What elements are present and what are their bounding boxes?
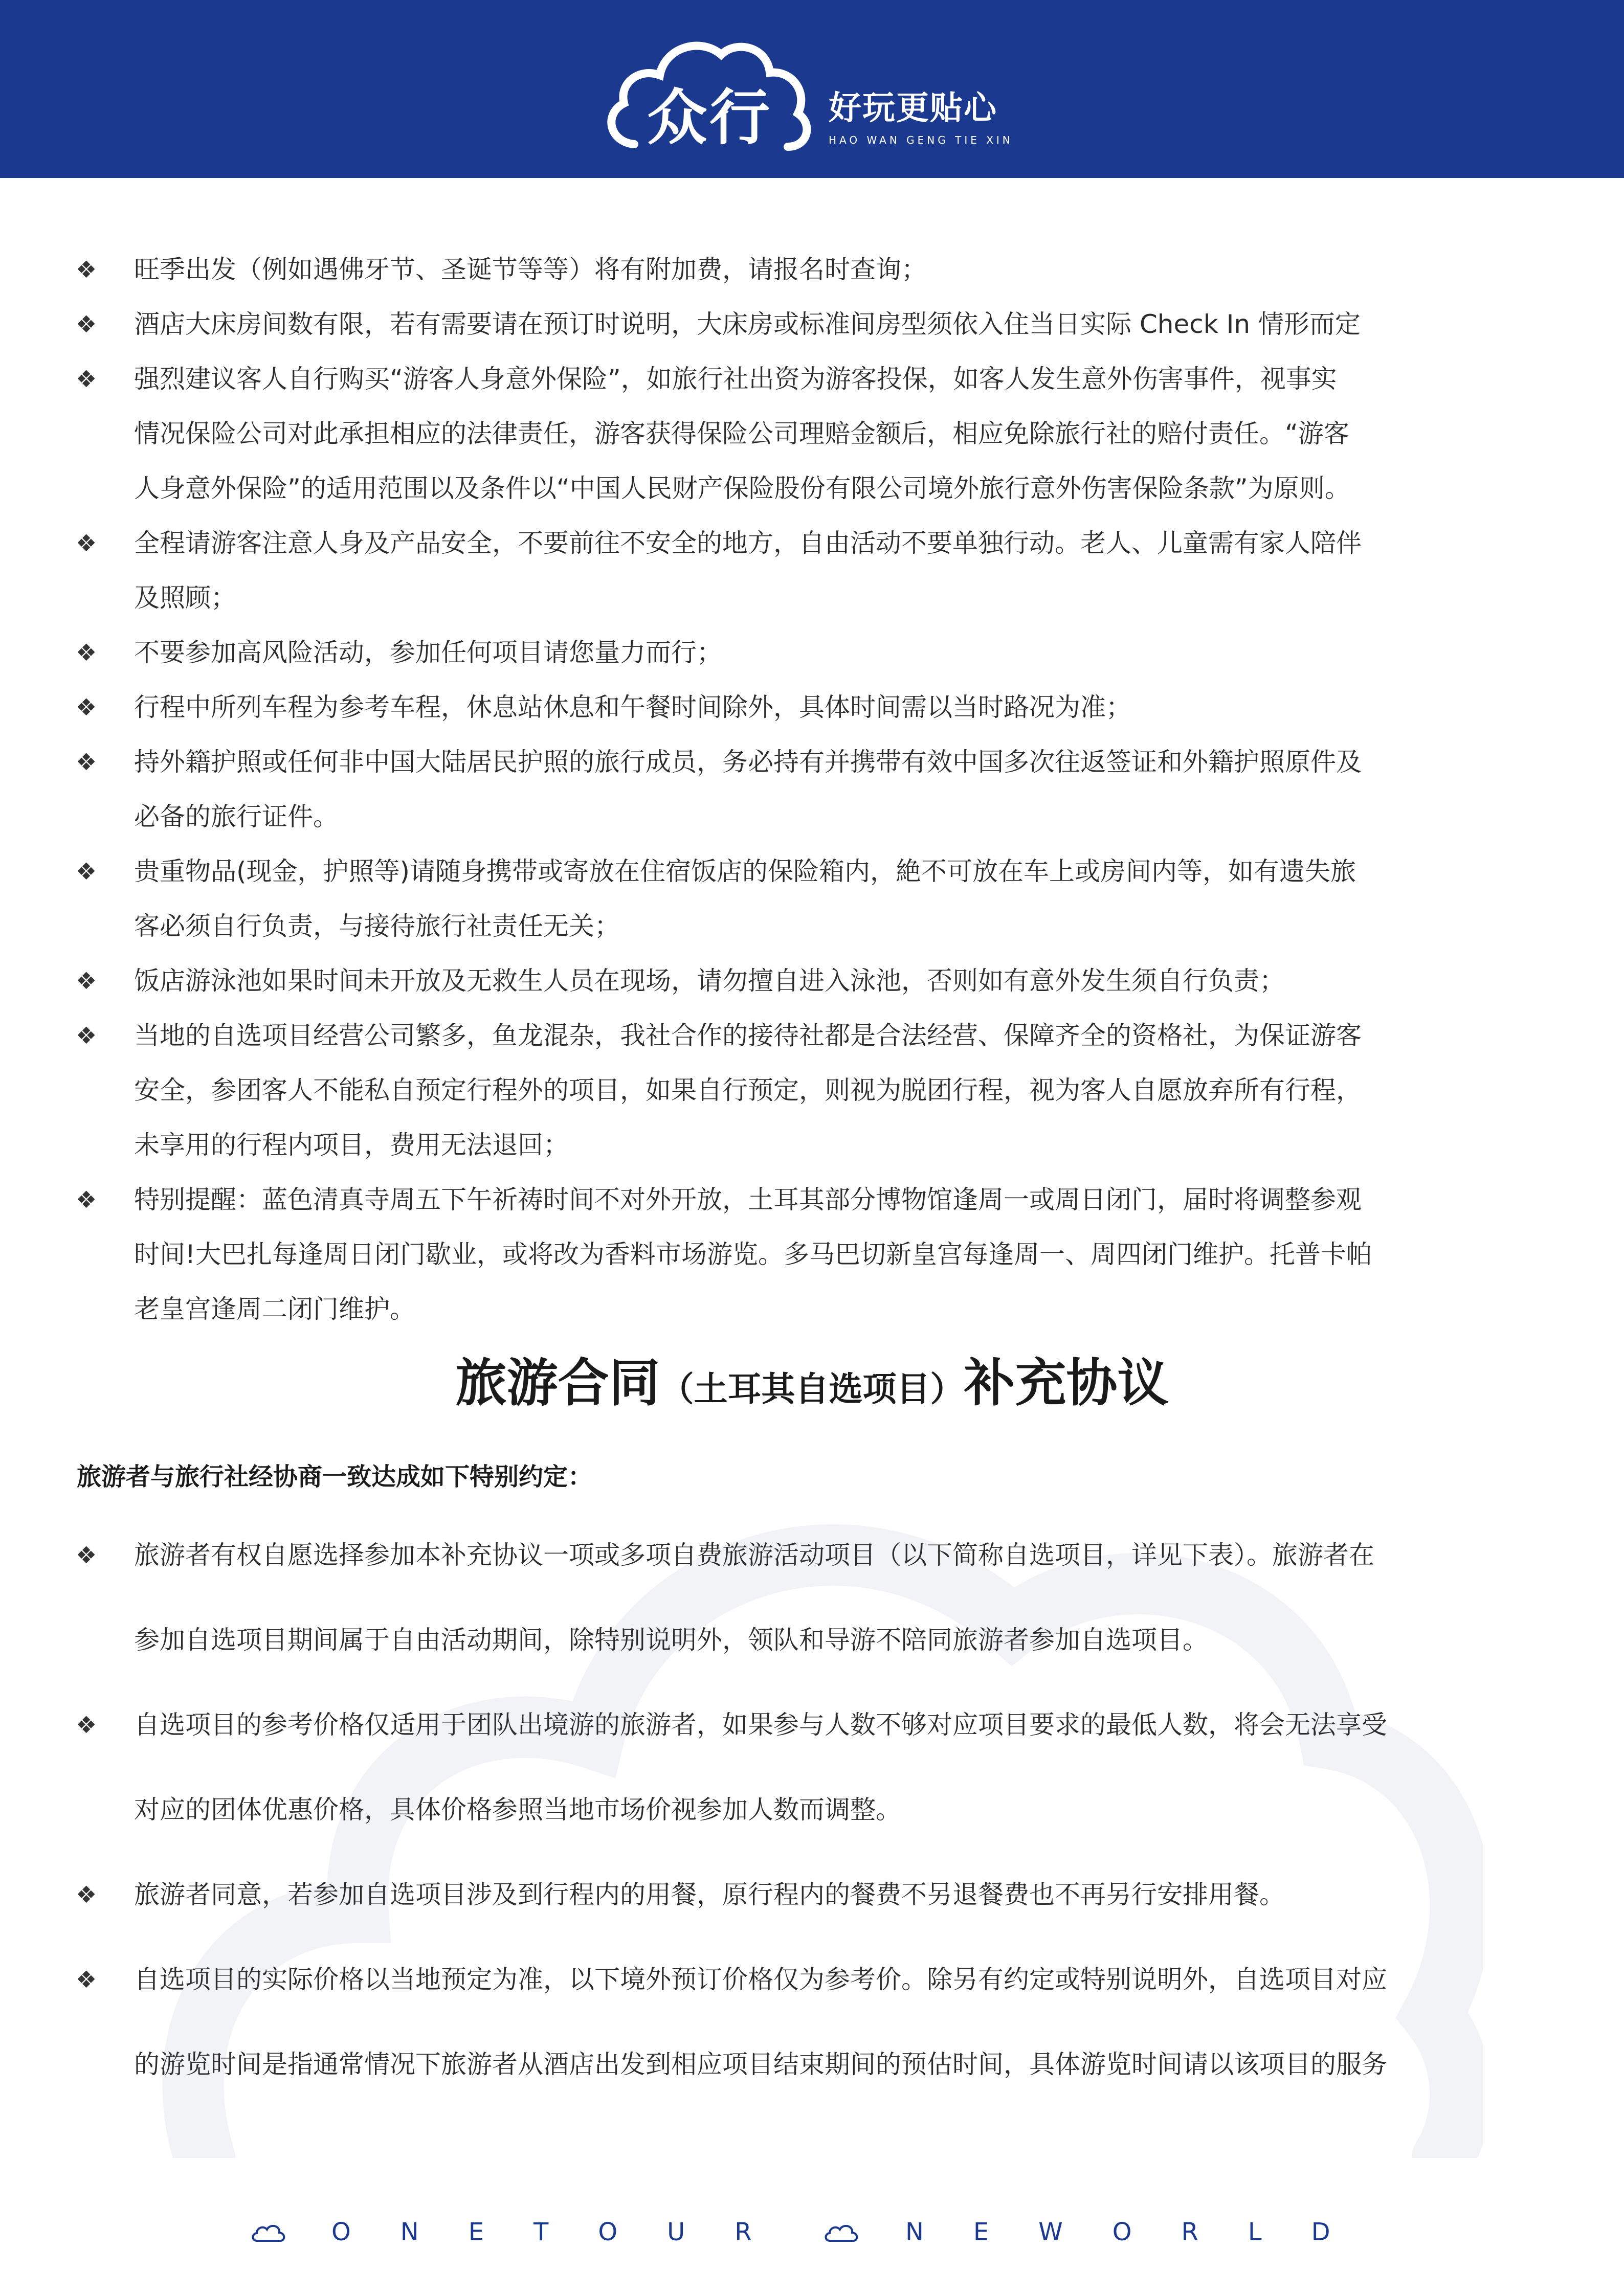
note-text: 贵重物品(现金，护照等)请随身携带或寄放在住宿饭店的保险箱内，絶不可放在车上或房间内等，如有遗失旅 客必须自行负责，与接待旅行社责任无关； xyxy=(134,857,1356,941)
header-banner xyxy=(0,0,1624,178)
list-item xyxy=(0,242,1624,297)
note-text: 酒店大床房间数有限，若有需要请在预订时说明，大床房或标准间房型须依入住当日实际 Check In 情形而定 xyxy=(134,309,1361,339)
note-text: 不要参加高风险活动，参加任何项目请您量力而行； xyxy=(134,638,722,667)
diamond-bullet-icon: ❖ xyxy=(76,639,97,666)
logo-pinyin: HAO WAN GENG TIE XIN xyxy=(829,134,1013,146)
logo-main-text: 众行 xyxy=(647,82,772,153)
diamond-bullet-icon: ❖ xyxy=(76,256,97,283)
list-item xyxy=(0,1852,1624,1937)
diamond-bullet-icon: ❖ xyxy=(76,858,97,885)
title-main: 旅游合同 xyxy=(455,1353,660,1413)
diamond-bullet-icon: ❖ xyxy=(76,748,97,776)
diamond-bullet-icon: ❖ xyxy=(76,967,97,995)
note-text: 饭店游泳池如果时间未开放及无救生人员在现场，请勿擅自进入泳池，否则如有意外发生须自行负责； xyxy=(134,966,1285,996)
agreement-list xyxy=(0,1513,1624,2107)
diamond-bullet-icon: ❖ xyxy=(76,1711,97,1739)
note-text: 持外籍护照或任何非中国大陆居民护照的旅行成员，务必持有并携带有效中国多次往返签证和外籍护照原件及 必备的旅行证件。 xyxy=(134,747,1362,831)
list-item xyxy=(0,680,1624,735)
diamond-bullet-icon: ❖ xyxy=(76,310,97,338)
note-text: 当地的自选项目经营公司繁多，鱼龙混杂，我社合作的接待社都是合法经营、保障齐全的资格社，为保证游客 安全，参团客人不能私自预定行程外的项目，如果自行预定，则视为脱团行程，视为客人自愿放弃所有行程， 未享用的行程内项目，费用无法退回； xyxy=(134,1021,1362,1160)
title-subtitle: （土耳其自选项目） xyxy=(660,1369,964,1409)
list-item xyxy=(0,954,1624,1008)
notes-list xyxy=(0,242,1624,1337)
agreement-intro: 旅游者与旅行社经协商一致达成如下特别约定： xyxy=(77,1462,593,1491)
agreement-title xyxy=(0,1345,1624,1428)
list-item xyxy=(0,297,1624,352)
cloud-icon xyxy=(251,2220,286,2244)
list-item xyxy=(0,625,1624,680)
note-text: 全程请游客注意人身及产品安全，不要前往不安全的地方，自由活动不要单独行动。老人、儿童需有家人陪伴 及照顾； xyxy=(134,528,1362,613)
diamond-bullet-icon: ❖ xyxy=(76,1186,97,1213)
footer xyxy=(246,2214,1422,2250)
list-item xyxy=(0,352,1624,516)
agreement-text: 自选项目的实际价格以当地预定为准，以下境外预订价格仅为参考价。除另有约定或特别说明外，自选项目对应 的游览时间是指通常情况下旅游者从酒店出发到相应项目结束期间的预估时间，具体游览时间请以该项目的服务 xyxy=(134,1965,1387,2079)
list-item xyxy=(0,735,1624,844)
diamond-bullet-icon: ❖ xyxy=(76,529,97,557)
list-item xyxy=(0,1937,1624,2107)
diamond-bullet-icon: ❖ xyxy=(76,1966,97,1993)
list-item xyxy=(0,516,1624,625)
note-text: 旺季出发（例如遇佛牙节、圣诞节等等）将有附加费，请报名时查询； xyxy=(134,255,927,284)
list-item xyxy=(0,1682,1624,1852)
list-item xyxy=(0,844,1624,954)
note-text: 行程中所列车程为参考车程，休息站休息和午餐时间除外，具体时间需以当时路况为准； xyxy=(134,692,1131,722)
list-item xyxy=(0,1008,1624,1173)
note-text: 特别提醒：蓝色清真寺周五下午祈祷时间不对外开放，土耳其部分博物馆逢周一或周日闭门，届时将调整参观 时间!大巴扎每逢周日闭门歇业，或将改为香料市场游览。多马巴切新皇宫每逢周一、周四闭门维护。托普卡帕 老皇宫逢周二闭门维护。 xyxy=(134,1185,1372,1324)
title-end: 补充协议 xyxy=(964,1353,1169,1413)
diamond-bullet-icon: ❖ xyxy=(76,1541,97,1569)
list-item xyxy=(0,1513,1624,1682)
agreement-text: 自选项目的参考价格仅适用于团队出境游的旅游者，如果参与人数不够对应项目要求的最低人数，将会无法享受 对应的团体优惠价格，具体价格参照当地市场价视参加人数而调整。 xyxy=(134,1710,1387,1825)
cloud-icon xyxy=(824,2220,859,2244)
agreement-text: 旅游者有权自愿选择参加本补充协议一项或多项自费旅游活动项目（以下简称自选项目，详见下表）。旅游者在 参加自选项目期间属于自由活动期间，除特别说明外，领队和导游不陪同旅游者参加自选项目。 xyxy=(134,1540,1374,1655)
note-text: 强烈建议客人自行购买“游客人身意外保险”，如旅行社出资为游客投保，如客人发生意外伤害事件，视事实 情况保险公司对此承担相应的法律责任，游客获得保险公司理赔金额后，相应免除旅行社的赔付责任。“游客 人身意外保险”的适用范围以及条件以“中国人民财产保险股份有限公司境外旅行意外伤害保险条款”为原则。 xyxy=(134,364,1350,503)
diamond-bullet-icon: ❖ xyxy=(76,1022,97,1049)
diamond-bullet-icon: ❖ xyxy=(76,365,97,393)
agreement-text: 旅游者同意，若参加自选项目涉及到行程内的用餐，原行程内的餐费不另退餐费也不再另行安排用餐。 xyxy=(134,1880,1285,1909)
diamond-bullet-icon: ❖ xyxy=(76,1881,97,1908)
logo-slogan: 好玩更贴心 xyxy=(829,89,997,127)
footer-left-word: ONETOUR xyxy=(331,2218,802,2246)
list-item xyxy=(0,1173,1624,1337)
diamond-bullet-icon: ❖ xyxy=(76,693,97,721)
footer-right-word: NEWORLD xyxy=(905,2218,1380,2246)
